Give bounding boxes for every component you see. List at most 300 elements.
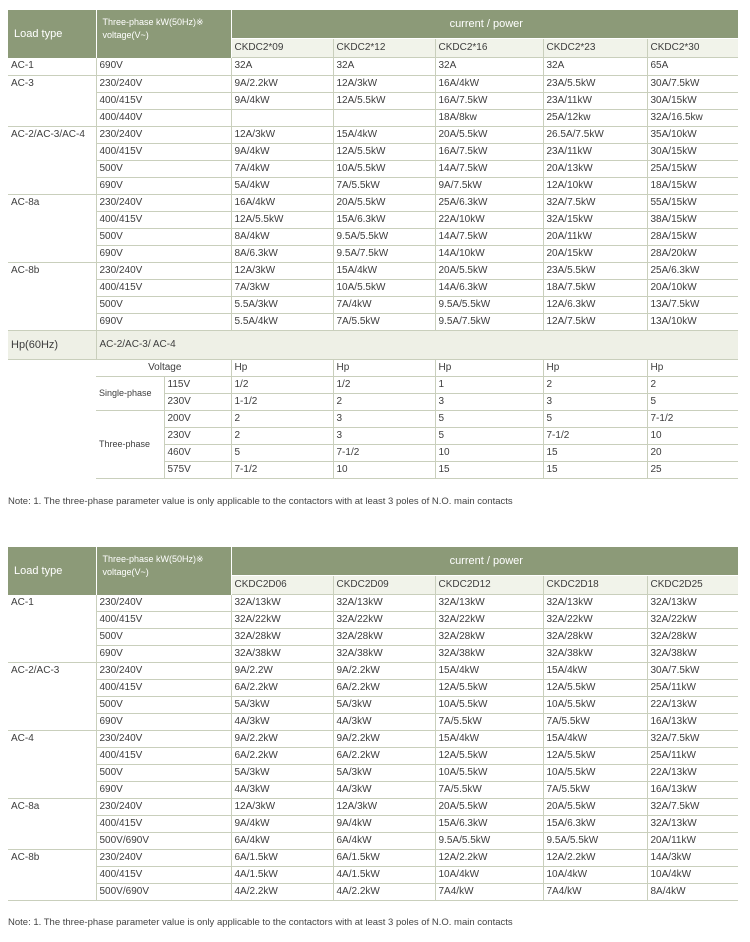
- value-cell: 7A/5.5kW: [333, 313, 435, 330]
- value-cell: 18A/7.5kW: [543, 279, 647, 296]
- voltage-cell: 500V: [96, 629, 231, 646]
- value-cell: 5: [231, 444, 333, 461]
- table-row: [8, 612, 738, 629]
- value-cell: 16A/7.5kW: [435, 143, 543, 160]
- value-cell: 9A/2.2kW: [231, 731, 333, 748]
- voltage-cell: 690V: [96, 646, 231, 663]
- value-cell: 15A/6.3kW: [543, 816, 647, 833]
- value-cell: 32A/13kW: [647, 595, 738, 612]
- value-cell: 20A/5.5kW: [543, 799, 647, 816]
- model-header: CKDC2D25: [647, 576, 738, 595]
- value-cell: 3: [333, 427, 435, 444]
- load-type-label: AC-8a: [8, 194, 96, 262]
- value-cell: 18A/8kw: [435, 109, 543, 126]
- value-cell: 30A/15kW: [647, 92, 738, 109]
- value-cell: 16A/13kW: [647, 782, 738, 799]
- table-row: [8, 126, 738, 143]
- model-header: CKDC2*12: [333, 39, 435, 58]
- voltage-cell: 500V/690V: [96, 884, 231, 901]
- value-cell: 4A/2.2kW: [231, 884, 333, 901]
- table-row: [8, 782, 738, 799]
- hp-category: AC-2/AC-3/ AC-4: [96, 330, 738, 359]
- model-header: CKDC2D12: [435, 576, 543, 595]
- load-type-label: AC-8b: [8, 850, 96, 901]
- header-three-phase-voltage: [96, 547, 231, 595]
- value-cell: 12A/5.5kW: [333, 92, 435, 109]
- value-cell: 20: [647, 444, 738, 461]
- table-row: [8, 629, 738, 646]
- header-three-phase-label: Three-phase kW(50Hz)※: [102, 554, 204, 564]
- table-row: [8, 799, 738, 816]
- value-cell: 32A/7.5kW: [647, 799, 738, 816]
- phase-label: Single-phase: [96, 376, 164, 410]
- load-type-label: AC-8a: [8, 799, 96, 850]
- load-type-label: AC-1: [8, 58, 96, 76]
- value-cell: 9.5A/5.5kW: [333, 228, 435, 245]
- value-cell: 25: [647, 461, 738, 478]
- voltage-cell: 460V: [164, 444, 231, 461]
- value-cell: 2: [647, 376, 738, 393]
- hp-title: Hp(60Hz): [8, 330, 96, 359]
- value-cell: 9.5A/7.5kW: [333, 245, 435, 262]
- value-cell: 12A/3kW: [231, 799, 333, 816]
- voltage-cell: 230V: [164, 427, 231, 444]
- value-cell: 6A/4kW: [231, 833, 333, 850]
- value-cell: 2: [231, 410, 333, 427]
- value-cell: 12A/2.2kW: [543, 850, 647, 867]
- table-row: [8, 279, 738, 296]
- value-cell: 25A/11kW: [647, 748, 738, 765]
- value-cell: 6A/2.2kW: [231, 748, 333, 765]
- value-cell: 12A/3kW: [231, 262, 333, 279]
- value-cell: 4A/3kW: [231, 782, 333, 799]
- model-header: CKDC2*16: [435, 39, 543, 58]
- value-cell: 32A: [333, 58, 435, 76]
- table-row: [8, 731, 738, 748]
- value-cell: 12A/5.5kW: [333, 143, 435, 160]
- value-cell: 14A/6.3kW: [435, 279, 543, 296]
- value-cell: 7A4/kW: [543, 884, 647, 901]
- voltage-cell: 230/240V: [96, 126, 231, 143]
- value-cell: 2: [333, 393, 435, 410]
- value-cell: 12A/3kW: [333, 75, 435, 92]
- value-cell: 20A/10kW: [647, 279, 738, 296]
- table-row: [8, 160, 738, 177]
- value-cell: 6A/4kW: [333, 833, 435, 850]
- value-cell: 32A/28kW: [435, 629, 543, 646]
- voltage-cell: 400/415V: [96, 92, 231, 109]
- table-row: [8, 296, 738, 313]
- value-cell: 32A/38kW: [543, 646, 647, 663]
- value-cell: 4A/3kW: [333, 714, 435, 731]
- value-cell: 32A/13kW: [333, 595, 435, 612]
- header-three-phase-voltage: [96, 10, 231, 58]
- value-cell: 23A/5.5kW: [543, 75, 647, 92]
- table-row: [8, 697, 738, 714]
- voltage-cell: 400/415V: [96, 867, 231, 884]
- voltage-cell: 400/415V: [96, 680, 231, 697]
- value-cell: 32A/38kW: [231, 646, 333, 663]
- load-type-label: AC-2/AC-3/AC-4: [8, 126, 96, 194]
- voltage-cell: 690V: [96, 714, 231, 731]
- value-cell: 4A/3kW: [333, 782, 435, 799]
- value-cell: 9A/7.5kW: [435, 177, 543, 194]
- table-row: [8, 765, 738, 782]
- table-row: [8, 410, 738, 427]
- value-cell: 15: [435, 461, 543, 478]
- value-cell: 23A/11kW: [543, 92, 647, 109]
- load-type-label: AC-4: [8, 731, 96, 799]
- model-header: CKDC2D09: [333, 576, 435, 595]
- hp-section-row: [8, 330, 738, 359]
- value-cell: 38A/15kW: [647, 211, 738, 228]
- table-row: [8, 646, 738, 663]
- header-voltage-label: voltage(V~): [102, 30, 149, 40]
- value-cell: 9A/2.2kW: [231, 75, 333, 92]
- value-cell: 5: [647, 393, 738, 410]
- value-cell: 16A/4kW: [435, 75, 543, 92]
- value-cell: 20A/11kW: [543, 228, 647, 245]
- value-cell: 10A/5.5kW: [543, 765, 647, 782]
- value-cell: 55A/15kW: [647, 194, 738, 211]
- value-cell: 32A: [435, 58, 543, 76]
- value-cell: 20A/5.5kW: [435, 126, 543, 143]
- header-voltage-label: voltage(V~): [102, 567, 149, 577]
- model-header: CKDC2D06: [231, 576, 333, 595]
- value-cell: 10A/5.5kW: [435, 697, 543, 714]
- value-cell: 7A/3kW: [231, 279, 333, 296]
- table-row: [8, 714, 738, 731]
- value-cell: 7-1/2: [333, 444, 435, 461]
- value-cell: 32A/22kW: [435, 612, 543, 629]
- header-load-type: Load type: [8, 10, 96, 58]
- value-cell: 23A/11kW: [543, 143, 647, 160]
- table-row: [8, 211, 738, 228]
- value-cell: 9A/2.2kW: [333, 663, 435, 680]
- value-cell: 32A/22kW: [647, 612, 738, 629]
- value-cell: 32A: [543, 58, 647, 76]
- voltage-cell: 500V/690V: [96, 833, 231, 850]
- value-cell: 9.5A/5.5kW: [435, 833, 543, 850]
- voltage-cell: 230/240V: [96, 262, 231, 279]
- value-cell: 7A/5.5kW: [333, 177, 435, 194]
- value-cell: 15A/4kW: [435, 663, 543, 680]
- voltage-cell: 500V: [96, 697, 231, 714]
- value-cell: 5A/3kW: [333, 765, 435, 782]
- voltage-cell: 230/240V: [96, 731, 231, 748]
- value-cell: 12A/5.5kW: [231, 211, 333, 228]
- value-cell: 15A/4kW: [543, 731, 647, 748]
- table-row: [8, 595, 738, 612]
- value-cell: 5: [435, 410, 543, 427]
- value-cell: 32A/13kW: [231, 595, 333, 612]
- table-row: [8, 143, 738, 160]
- value-cell: [333, 109, 435, 126]
- value-cell: 2: [231, 427, 333, 444]
- value-cell: 9A/2.2W: [231, 663, 333, 680]
- value-cell: [231, 109, 333, 126]
- voltage-cell: 230/240V: [96, 75, 231, 92]
- table-row: [8, 850, 738, 867]
- voltage-cell: 200V: [164, 410, 231, 427]
- value-cell: 10A/4kW: [435, 867, 543, 884]
- value-cell: 1: [435, 376, 543, 393]
- value-cell: 7A/5.5kW: [543, 714, 647, 731]
- table-row: [8, 376, 738, 393]
- voltage-cell: 690V: [96, 58, 231, 76]
- value-cell: 2: [543, 376, 647, 393]
- value-cell: 5: [543, 410, 647, 427]
- value-cell: 30A/7.5kW: [647, 663, 738, 680]
- value-cell: 9A/4kW: [231, 143, 333, 160]
- voltage-cell: 230V: [164, 393, 231, 410]
- value-cell: 13A/10kW: [647, 313, 738, 330]
- value-cell: 13A/7.5kW: [647, 296, 738, 313]
- value-cell: 4A/2.2kW: [333, 884, 435, 901]
- value-cell: 12A/5.5kW: [543, 680, 647, 697]
- value-cell: 35A/10kW: [647, 126, 738, 143]
- value-cell: 6A/2.2kW: [333, 748, 435, 765]
- value-cell: 32A/15kW: [543, 211, 647, 228]
- voltage-cell: 400/415V: [96, 816, 231, 833]
- value-cell: 16A/13kW: [647, 714, 738, 731]
- value-cell: 10A/5.5kW: [435, 765, 543, 782]
- value-cell: 25A/12kw: [543, 109, 647, 126]
- value-cell: 8A/6.3kW: [231, 245, 333, 262]
- value-cell: 12A/6.3kW: [543, 296, 647, 313]
- table-row: [8, 867, 738, 884]
- value-cell: 16A/4kW: [231, 194, 333, 211]
- value-cell: 10A/5.5kW: [543, 697, 647, 714]
- value-cell: 12A/5.5kW: [435, 680, 543, 697]
- value-cell: 20A/13kW: [543, 160, 647, 177]
- voltage-cell: 230/240V: [96, 595, 231, 612]
- value-cell: 32A/7.5kW: [647, 731, 738, 748]
- value-cell: 32A/7.5kW: [543, 194, 647, 211]
- voltage-cell: 115V: [164, 376, 231, 393]
- value-cell: 7A/5.5kW: [435, 714, 543, 731]
- hp-unit-label: Hp: [231, 359, 333, 376]
- table-row: [8, 884, 738, 901]
- table-row: [8, 833, 738, 850]
- value-cell: 14A/7.5kW: [435, 228, 543, 245]
- value-cell: 12A/7.5kW: [543, 313, 647, 330]
- value-cell: 10: [647, 427, 738, 444]
- value-cell: 14A/3kW: [647, 850, 738, 867]
- value-cell: 15: [543, 461, 647, 478]
- note-table-1: Note: 1. The three-phase parameter value is only applicable to the contactors with at least 3 poles of N.O. main contacts: [8, 496, 513, 507]
- table-row: [8, 262, 738, 279]
- value-cell: 6A/2.2kW: [231, 680, 333, 697]
- table-row: [8, 109, 738, 126]
- value-cell: 3: [333, 410, 435, 427]
- value-cell: 8A/4kW: [647, 884, 738, 901]
- value-cell: 65A: [647, 58, 738, 76]
- value-cell: 26.5A/7.5kW: [543, 126, 647, 143]
- voltage-cell: 690V: [96, 782, 231, 799]
- value-cell: 15: [543, 444, 647, 461]
- value-cell: 10A/5.5kW: [333, 160, 435, 177]
- value-cell: 5: [435, 427, 543, 444]
- value-cell: 4A/3kW: [231, 714, 333, 731]
- value-cell: 15A/4kW: [333, 262, 435, 279]
- value-cell: 9A/4kW: [231, 816, 333, 833]
- hp-blank: [8, 359, 96, 478]
- header-three-phase-label: Three-phase kW(50Hz)※: [102, 17, 204, 27]
- value-cell: 9.5A/5.5kW: [435, 296, 543, 313]
- voltage-cell: 400/415V: [96, 748, 231, 765]
- value-cell: 4A/1.5kW: [333, 867, 435, 884]
- value-cell: 5.5A/3kW: [231, 296, 333, 313]
- table-ckdc2d-specs: [8, 547, 738, 901]
- table-row: [8, 58, 738, 76]
- value-cell: 10: [435, 444, 543, 461]
- value-cell: 32A/22kW: [543, 612, 647, 629]
- value-cell: 32A/38kW: [435, 646, 543, 663]
- value-cell: 32A/22kW: [333, 612, 435, 629]
- value-cell: 1/2: [231, 376, 333, 393]
- table-row: [8, 748, 738, 765]
- voltage-cell: 400/415V: [96, 612, 231, 629]
- table-row: [8, 313, 738, 330]
- value-cell: 22A/13kW: [647, 697, 738, 714]
- value-cell: 12A/10kW: [543, 177, 647, 194]
- header-current-power: current / power: [231, 547, 738, 576]
- value-cell: 28A/15kW: [647, 228, 738, 245]
- value-cell: 22A/10kW: [435, 211, 543, 228]
- value-cell: 12A/3kW: [231, 126, 333, 143]
- hp-voltage-label: Voltage: [96, 359, 231, 376]
- value-cell: 20A/15kW: [543, 245, 647, 262]
- header-current-power: current / power: [231, 10, 738, 39]
- value-cell: 4A/1.5kW: [231, 867, 333, 884]
- value-cell: 6A/2.2kW: [333, 680, 435, 697]
- value-cell: 7A/5.5kW: [543, 782, 647, 799]
- value-cell: 6A/1.5kW: [333, 850, 435, 867]
- table-row: [8, 92, 738, 109]
- value-cell: 14A/7.5kW: [435, 160, 543, 177]
- value-cell: 5.5A/4kW: [231, 313, 333, 330]
- voltage-cell: 500V: [96, 160, 231, 177]
- model-header: CKDC2D18: [543, 576, 647, 595]
- value-cell: 20A/11kW: [647, 833, 738, 850]
- value-cell: 32A: [231, 58, 333, 76]
- value-cell: 10A/5.5kW: [333, 279, 435, 296]
- table-row: [8, 75, 738, 92]
- value-cell: 3: [435, 393, 543, 410]
- value-cell: 12A/5.5kW: [543, 748, 647, 765]
- value-cell: 25A/15kW: [647, 160, 738, 177]
- note-table-2: Note: 1. The three-phase parameter value is only applicable to the contactors with at least 3 poles of N.O. main contacts: [8, 917, 513, 928]
- voltage-cell: 230/240V: [96, 194, 231, 211]
- value-cell: 9A/2.2kW: [333, 731, 435, 748]
- value-cell: 7-1/2: [231, 461, 333, 478]
- voltage-cell: 230/240V: [96, 663, 231, 680]
- value-cell: 9A/4kW: [333, 816, 435, 833]
- table-row: [8, 816, 738, 833]
- value-cell: 15A/4kW: [543, 663, 647, 680]
- table-row: [8, 228, 738, 245]
- voltage-cell: 690V: [96, 177, 231, 194]
- value-cell: 28A/20kW: [647, 245, 738, 262]
- voltage-cell: 230/240V: [96, 850, 231, 867]
- voltage-cell: 400/415V: [96, 211, 231, 228]
- value-cell: 32A/16.5kw: [647, 109, 738, 126]
- value-cell: 20A/5.5kW: [435, 799, 543, 816]
- value-cell: 3: [543, 393, 647, 410]
- value-cell: 5A/4kW: [231, 177, 333, 194]
- value-cell: 25A/6.3kW: [435, 194, 543, 211]
- header-load-type: Load type: [8, 547, 96, 595]
- value-cell: 7A4/kW: [435, 884, 543, 901]
- voltage-cell: 400/415V: [96, 143, 231, 160]
- table-ckdc2-specs: [8, 10, 738, 479]
- load-type-label: AC-2/AC-3: [8, 663, 96, 731]
- value-cell: 18A/15kW: [647, 177, 738, 194]
- voltage-cell: 500V: [96, 296, 231, 313]
- value-cell: 15A/4kW: [435, 731, 543, 748]
- value-cell: 22A/13kW: [647, 765, 738, 782]
- value-cell: 32A/13kW: [543, 595, 647, 612]
- value-cell: 10A/4kW: [543, 867, 647, 884]
- value-cell: 32A/22kW: [231, 612, 333, 629]
- voltage-cell: 400/440V: [96, 109, 231, 126]
- voltage-cell: 575V: [164, 461, 231, 478]
- value-cell: 8A/4kW: [231, 228, 333, 245]
- table-row: [8, 245, 738, 262]
- value-cell: 16A/7.5kW: [435, 92, 543, 109]
- value-cell: 15A/6.3kW: [333, 211, 435, 228]
- value-cell: 25A/11kW: [647, 680, 738, 697]
- value-cell: 30A/15kW: [647, 143, 738, 160]
- voltage-cell: 400/415V: [96, 279, 231, 296]
- value-cell: 12A/5.5kW: [435, 748, 543, 765]
- model-header: CKDC2*23: [543, 39, 647, 58]
- phase-label: Three-phase: [96, 410, 164, 478]
- value-cell: 9.5A/5.5kW: [543, 833, 647, 850]
- value-cell: 32A/13kW: [647, 816, 738, 833]
- value-cell: 7A/4kW: [333, 296, 435, 313]
- value-cell: 1/2: [333, 376, 435, 393]
- table-row: [8, 663, 738, 680]
- value-cell: 10A/4kW: [647, 867, 738, 884]
- value-cell: 32A/38kW: [333, 646, 435, 663]
- value-cell: 25A/6.3kW: [647, 262, 738, 279]
- value-cell: 32A/28kW: [647, 629, 738, 646]
- value-cell: 32A/38kW: [647, 646, 738, 663]
- value-cell: 30A/7.5kW: [647, 75, 738, 92]
- value-cell: 1-1/2: [231, 393, 333, 410]
- hp-voltage-header-row: [8, 359, 738, 376]
- load-type-label: AC-3: [8, 75, 96, 126]
- model-header: CKDC2*30: [647, 39, 738, 58]
- value-cell: 12A/2.2kW: [435, 850, 543, 867]
- value-cell: 32A/28kW: [333, 629, 435, 646]
- value-cell: 32A/13kW: [435, 595, 543, 612]
- value-cell: 15A/4kW: [333, 126, 435, 143]
- value-cell: 9.5A/7.5kW: [435, 313, 543, 330]
- hp-unit-label: Hp: [435, 359, 543, 376]
- value-cell: 5A/3kW: [231, 765, 333, 782]
- value-cell: 9A/4kW: [231, 92, 333, 109]
- value-cell: 7A/4kW: [231, 160, 333, 177]
- value-cell: 12A/3kW: [333, 799, 435, 816]
- table-row: [8, 680, 738, 697]
- value-cell: 7-1/2: [543, 427, 647, 444]
- header-row: [8, 10, 738, 39]
- load-type-label: AC-8b: [8, 262, 96, 330]
- value-cell: 32A/28kW: [231, 629, 333, 646]
